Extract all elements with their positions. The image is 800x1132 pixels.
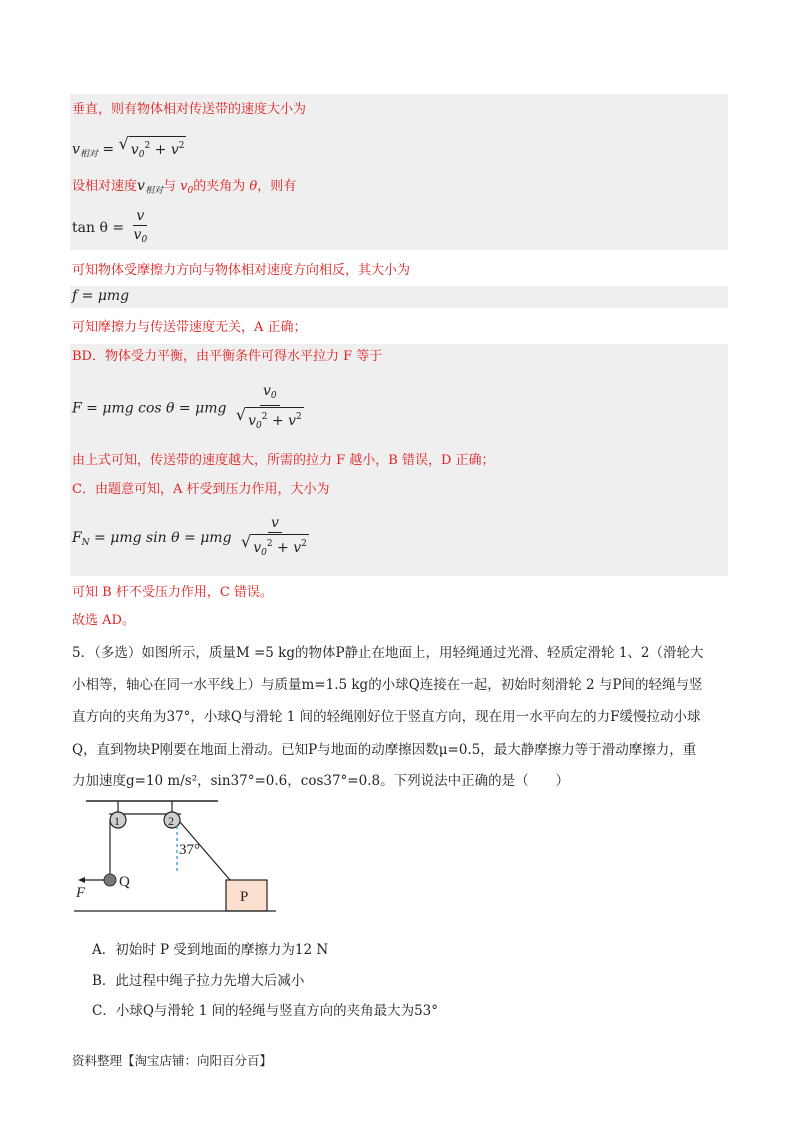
solution-line-9: 故选 AD。 <box>72 613 135 628</box>
equation-tan-theta: tan θ = $\frac{v}{v_0}$ <box>72 208 148 245</box>
question-line-3: 直方向的夹角为37°，小球Q与滑轮 1 间的轻绳刚好位于竖直方向，现在用一水平向左的力F缓慢拉动小球 <box>72 709 701 725</box>
option-a: A．初始时 P 受到地面的摩擦力为12 N <box>92 942 329 958</box>
solution-line-4: 可知摩擦力与传送带速度无关，A 正确； <box>72 320 307 335</box>
ball-q-label: Q <box>119 874 130 890</box>
solution-line-1: 垂直，则有物体相对传送带的速度大小为 <box>72 102 307 117</box>
block-p-label: P <box>240 889 249 905</box>
force-label: F <box>76 885 86 901</box>
question-line-2: 小相等，轴心在同一水平线上）与质量m=1.5 kg的小球Q连接在一起，初始时刻滑轮 2 与P间的轻绳与竖 <box>72 677 703 693</box>
angle-label: 37° <box>179 842 200 858</box>
shade-block-2 <box>70 286 728 308</box>
equation-friction: f = μmg <box>72 288 130 304</box>
question-line-5: 力加速度g=10 m/s²，sin37°=0.6，cos37°=0.8。下列说法中正确的是（ ） <box>72 773 570 789</box>
pulley-1-label: 1 <box>114 814 120 828</box>
option-c: C．小球Q与滑轮 1 间的轻绳与竖直方向的夹角最大为53° <box>92 1003 438 1019</box>
question-line-4: Q，直到物块P刚要在地面上滑动。已知P与地面的动摩擦因数μ=0.5，最大静摩擦力等于滑动摩擦力，重 <box>72 742 697 758</box>
solution-line-3: 可知物体受摩擦力方向与物体相对速度方向相反，其大小为 <box>72 263 411 278</box>
solution-line-2: 设相对速度$v_{相对}$与 $v_0$的夹角为 θ，则有 <box>72 178 297 196</box>
solution-line-5: BD．物体受力平衡，由平衡条件可得水平拉力 F 等于 <box>72 349 383 364</box>
equation-normal-force: $F_N = \mu mg$ sin θ = μmg v √ $v_0^2 + v^2$ <box>72 515 314 561</box>
solution-line-6: 由上式可知，传送带的速度越大，所需的拉力 F 越小，B 错误，D 正确； <box>72 453 495 468</box>
solution-line-7: C．由题意可知，A 杆受到压力作用，大小为 <box>72 482 330 497</box>
question-line-1: 5．（多选）如图所示，质量M =5 kg的物体P静止在地面上，用轻绳通过光滑、轻质定滑轮 1、2（滑轮大 <box>72 645 704 661</box>
solution-line-8: 可知 B 杆不受压力作用，C 错误。 <box>72 585 273 600</box>
pulley-diagram <box>70 796 290 918</box>
ball-q <box>104 874 116 886</box>
equation-relative-velocity: $v_{相对}$ = √ $v_0^2 + v^2$ <box>72 136 186 163</box>
option-b: B．此过程中绳子拉力先增大后减小 <box>92 973 305 989</box>
equation-pull-force: F = μmg cos θ = μmg $v_0$ √ $v_0^2 + v^2$ <box>72 383 309 434</box>
pulley-2-label: 2 <box>168 814 174 828</box>
force-arrowhead <box>78 877 85 883</box>
footer-credit: 资料整理【淘宝店铺：向阳百分百】 <box>72 1053 273 1068</box>
